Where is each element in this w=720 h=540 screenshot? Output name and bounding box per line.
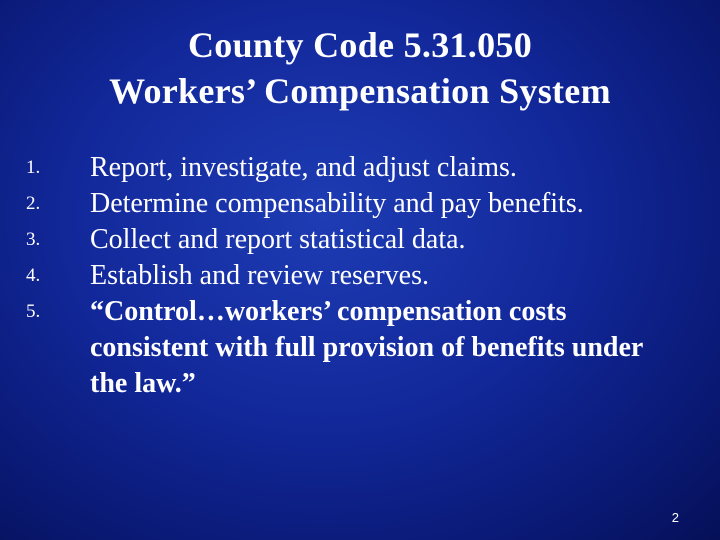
list-item (26, 186, 686, 222)
list-item-text: Report, investigate, and adjust claims. (90, 152, 517, 183)
numbered-list (26, 150, 686, 402)
list-item (26, 258, 686, 294)
list-item-text: Establish and review reserves. (90, 260, 429, 291)
list-item-text: Collect and report statistical data. (90, 224, 466, 255)
list-item (26, 222, 686, 258)
page-number: 2 (671, 510, 679, 525)
list-item-quote-text: “Control…workers’ compensation costs consistent with full provision of benefits under the law.” (90, 296, 643, 399)
list-item-number: 3. (26, 229, 41, 250)
list-item-number: 5. (26, 301, 41, 322)
title-line-2: Workers’ Compensation System (109, 71, 611, 111)
list-item-number: 4. (26, 265, 41, 286)
list-item (26, 150, 686, 186)
list-item (26, 294, 686, 402)
list-item-number: 1. (26, 157, 41, 178)
list-item-number: 2. (26, 193, 41, 214)
title-line-1: County Code 5.31.050 (187, 25, 533, 65)
slide-title (0, 22, 720, 114)
list-item-text: Determine compensability and pay benefits. (90, 188, 584, 219)
